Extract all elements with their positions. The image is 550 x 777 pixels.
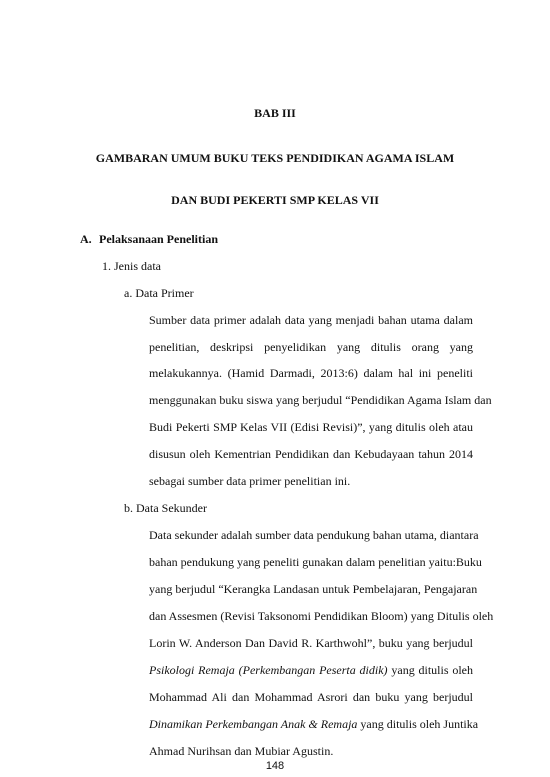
page-number: 148 <box>265 760 285 772</box>
item-b-line-7: Mohammad Ali dan Mohammad Asrori dan buku yang berjudul <box>149 690 473 704</box>
item-b-line-6 <box>149 663 473 677</box>
item-b-line-5: Lorin W. Anderson Dan David R. Karthwohl”, buku yang berjudul <box>149 636 473 650</box>
chapter-title-line2: DAN BUDI PEKERTI SMP KELAS VII <box>171 193 379 207</box>
book-title-dinamikan: Dinamikan Perkembangan Anak & Remaja <box>149 717 358 731</box>
item-b-line-1: Data sekunder adalah sumber data pendukung bahan utama, diantara <box>149 528 479 542</box>
item-b-line-3: yang berjudul “Kerangka Landasan untuk Pembelajaran, Pengajaran <box>149 582 478 596</box>
item-b-line-8 <box>149 717 479 731</box>
section-a-title: Pelaksanaan Penelitian <box>99 232 219 246</box>
chapter-title-line1: GAMBARAN UMUM BUKU TEKS PENDIDIKAN AGAMA ISLAM <box>95 151 455 165</box>
item-b-line-8-rest: yang ditulis oleh Juntika <box>357 717 479 731</box>
subsection-1-label: 1. Jenis data <box>102 259 161 273</box>
item-a-line-7: sebagai sumber data primer penelitian ini. <box>149 474 351 488</box>
item-a-line-5: Budi Pekerti SMP Kelas VII (Edisi Revisi)”, yang ditulis oleh atau <box>149 420 473 434</box>
item-a-line-4: menggunakan buku siswa yang berjudul “Pendidikan Agama Islam dan <box>149 393 492 407</box>
item-a-line-1: Sumber data primer adalah data yang menjadi bahan utama dalam <box>149 313 473 327</box>
item-a-line-6: disusun oleh Kementrian Pendidikan dan Kebudayaan tahun 2014 <box>149 447 473 461</box>
item-a-line-3: melakukannya. (Hamid Darmadi, 2013:6) dalam hal ini peneliti <box>149 366 473 380</box>
item-b-label: b. Data Sekunder <box>124 501 207 515</box>
item-b-line-9: Ahmad Nurihsan dan Mubiar Agustin. <box>149 744 334 758</box>
chapter-label: BAB III <box>254 106 296 120</box>
item-a-line-2: penelitian, deskripsi penyelidikan yang ditulis orang yang <box>149 340 473 354</box>
section-a-marker: A. <box>80 232 92 246</box>
item-b-line-6-rest: yang ditulis oleh <box>387 663 473 677</box>
book-title-psikologi-remaja: Psikologi Remaja (Perkembangan Peserta didik) <box>149 663 388 677</box>
item-b-line-4: dan Assesmen (Revisi Taksonomi Pendidikan Bloom) yang Ditulis oleh <box>149 609 494 623</box>
item-a-label: a. Data Primer <box>124 286 194 300</box>
item-b-line-2: bahan pendukung yang peneliti gunakan dalam penelitian yaitu:Buku <box>149 555 482 569</box>
